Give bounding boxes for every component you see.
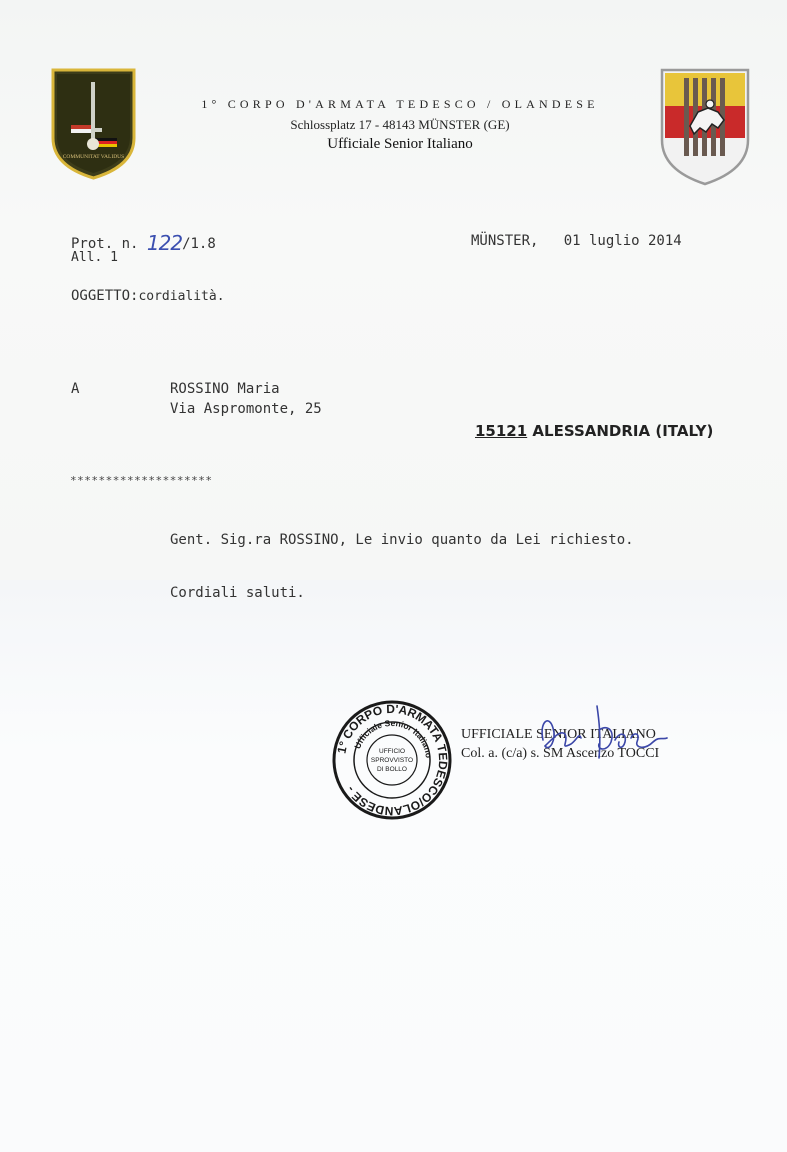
separator-asterisks: ********************	[70, 474, 213, 487]
letterhead-address: Schlossplatz 17 - 48143 MÜNSTER (GE)	[290, 117, 510, 132]
recipient-prefix: A	[71, 381, 80, 397]
official-stamp	[330, 698, 454, 822]
stamp-center-line3: DI BOLLO	[377, 766, 407, 773]
stamp-ring-text: 1° CORPO D'ARMATA TEDESCO/OLANDESE -	[334, 701, 451, 819]
recipient-name: ROSSINO Maria	[170, 381, 280, 397]
protocol-suffix: /1.8	[182, 236, 216, 252]
signatory-title: UFFICIALE SENIOR ITALIANO	[461, 727, 656, 742]
subject-text: cordialità.	[138, 289, 225, 304]
closing-greeting: Cordiali saluti.	[170, 585, 305, 601]
protocol-prefix: Prot. n.	[71, 236, 139, 252]
recipient-street: Via Aspromonte, 25	[170, 401, 322, 417]
handwritten-signature	[535, 700, 670, 770]
recipient-city-line	[475, 422, 713, 440]
signatory-name: Col. a. (c/a) s. SM Ascenzo TOCCI	[461, 746, 660, 761]
letterhead-office: Ufficiale Senior Italiano	[327, 136, 473, 152]
left-crest-text: COMMUNITAT VALIDUS	[62, 154, 125, 160]
subject-label: OGGETTO:	[71, 288, 139, 304]
place-date: MÜNSTER, 01 luglio 2014	[471, 233, 682, 249]
attachment-label: All. 1	[71, 250, 118, 265]
letterhead-corps-name: 1° CORPO D'ARMATA TEDESCO / OLANDESE	[201, 97, 599, 111]
page-band-bottom	[0, 580, 787, 1152]
recipient-zip: 15121	[475, 422, 528, 440]
subject-line	[71, 288, 225, 304]
body-paragraph: Gent. Sig.ra ROSSINO, Le invio quanto da Lei richiesto.	[170, 532, 634, 548]
stamp-inner-ring-text: Ufficiale Senior Italiano	[352, 717, 434, 759]
stamp-center-line1: UFFICIO	[379, 748, 405, 755]
protocol-number: 122	[146, 231, 183, 255]
stamp-center-line2: SPROVVISTO	[370, 757, 414, 764]
recipient-city: ALESSANDRIA (ITALY)	[532, 422, 714, 440]
